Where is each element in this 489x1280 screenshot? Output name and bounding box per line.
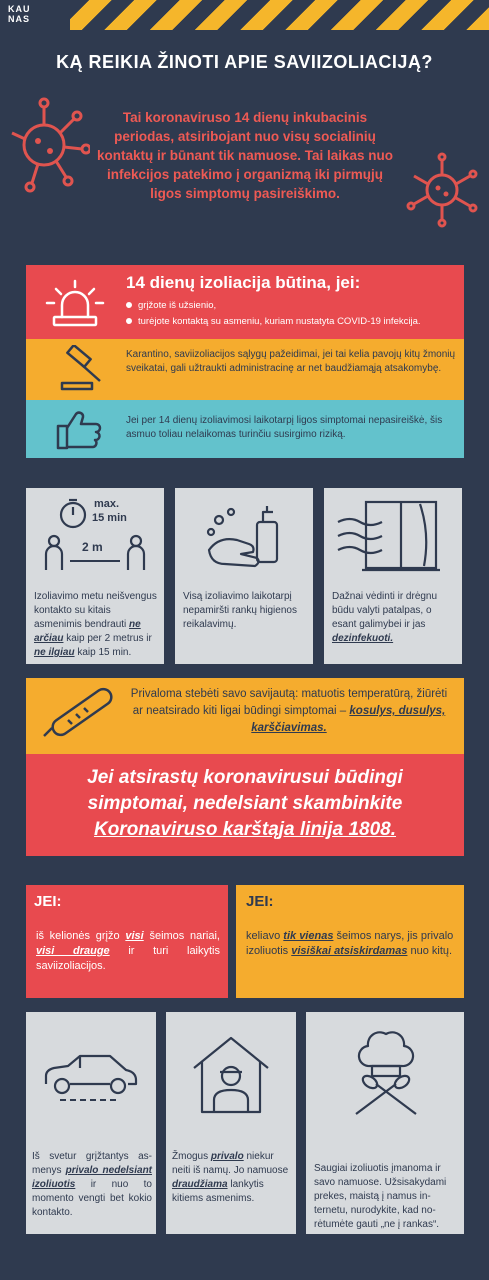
virus-icon: [8, 95, 90, 195]
bullet-item: [126, 299, 216, 313]
hazard-stripes: [0, 0, 489, 30]
car-card: [26, 1012, 156, 1234]
intro-text: Tai koronaviruso 14 dienų inkubacinis periodas, atsiribojant nuo visų socialinių kontaktų ir būnant tik namuose. Tai laikas nuo infekcijos patekimo į organizmą iki pirmųjų ligos simptomų pasireiškimo.: [96, 110, 394, 201]
distance-label: 2 m: [82, 540, 103, 554]
monitor-text: Privaloma stebėti savo savijautą: matuotis temperatūrą, žiūrėti ar neatsirado kiti ligai būdingi simptomai – kosulys, dusulys, karščiavimas.: [130, 688, 448, 734]
distance-arrow: [70, 560, 120, 562]
isolation-title: 14 dienų izoliacija būtina, jei:: [126, 273, 361, 292]
alarm-icon: [44, 277, 106, 329]
logo-line1: KAU: [8, 4, 31, 14]
hygiene-text: Visą izoliavimo laikotarpį nepamiršti rankų higienos reikalavimų.: [183, 591, 297, 630]
virus-icon: [404, 150, 484, 230]
jei-all-panel: [26, 885, 228, 998]
distance-text: Izoliavimo metu neišvengus kontakto su kitais asmenimis bendrauti ne arčiau kaip per 2 metrus ir ne ilgiau kaip 15 min.: [34, 591, 157, 658]
car-text: Iš svetur grįžtantys asmenys privalo nedelsiant izoliuotis ir nuo to momento vengti bet kokio kontakto.: [32, 1151, 153, 1218]
home-card: [166, 1012, 296, 1234]
person-icon: [42, 534, 66, 572]
ventilate-card: [324, 488, 462, 664]
window-icon: [336, 498, 450, 576]
chef-hat-icon: [344, 1026, 428, 1118]
thermometer-icon: [38, 686, 124, 746]
quarantine-panel: [26, 339, 464, 400]
person-icon: [124, 534, 148, 572]
car-icon: [40, 1048, 142, 1104]
house-person-icon: [188, 1032, 274, 1116]
jei-one-panel: [236, 885, 464, 998]
bullet-text: grįžote iš užsienio,: [138, 300, 217, 311]
ventilate-text: Dažnai vėdinti ir drėgnu būdu valyti patalpas, o esant galimybei ir jas dezinfekuoti.: [332, 591, 438, 644]
time-label: 15 min: [92, 512, 127, 524]
kaunas-logo: [8, 4, 44, 24]
jei-all-text: iš kelionės grįžo visi šeimos nariai, visi drauge ir turi laikytis saviizoliacijos.: [36, 930, 221, 972]
page-title: KĄ REIKIA ŽINOTI APIE SAVIIZOLIACIJĄ?: [56, 52, 433, 72]
hygiene-card: [175, 488, 313, 664]
hotline-line2: simptomai, nedelsiant skambinkite: [87, 793, 403, 814]
bullet-item: [126, 315, 421, 329]
distance-card: [26, 488, 164, 664]
gavel-icon: [56, 345, 112, 395]
hotline-line3: Koronaviruso karštąja linija 1808.: [93, 819, 397, 840]
hotline-panel: [26, 754, 464, 856]
monitor-panel: [26, 678, 464, 754]
hotline-line1: Jei atsirastų koronavirusui būdingi: [87, 767, 403, 788]
no-symptoms-text: Jei per 14 dienų izoliavimosi laikotarpį ligos simptomai nepasireiškė, šis asmuo toliau nelaikomas turinčiu susirgimo riziką.: [126, 415, 443, 440]
quarantine-text: Karantino, saviizoliacijos sąlygų pažeidimai, jei tai kelia pavojų kitų žmonių sveikatai, gali užtraukti administracinę ar net baudžiamąją atsakomybę.: [126, 349, 456, 374]
isolation-panel: [26, 265, 464, 339]
bullet-text: turėjote kontaktą su asmeniu, kuriam nustatyta COVID-19 infekcija.: [138, 316, 421, 327]
home-text: Žmogus privalo niekur neiti iš namų. Jo namuose draudžiama lankytis kitiems asmenims.: [172, 1151, 289, 1204]
thumbs-up-icon: [54, 406, 104, 452]
jei-one-text: keliavo tik vienas šeimos narys, jis privalo izoliuotis visiškai atsiskirdamas nuo kitų.: [246, 930, 454, 957]
logo-line2: NAS: [8, 14, 31, 24]
stopwatch-icon: [56, 496, 90, 530]
food-text: Saugiai izoliuotis įmanoma ir savo namuose. Užsisakydami prekes, maistą į namus internetu, nurodykite, kad norėtumėte gauti „ne į rankas“.: [314, 1163, 447, 1230]
food-card: [306, 1012, 464, 1234]
handwash-icon: [201, 500, 287, 576]
no-symptoms-panel: [26, 400, 464, 458]
jei-label: JEI:: [34, 893, 62, 910]
max-label: max.: [94, 498, 120, 510]
jei-label: JEI:: [246, 893, 274, 910]
